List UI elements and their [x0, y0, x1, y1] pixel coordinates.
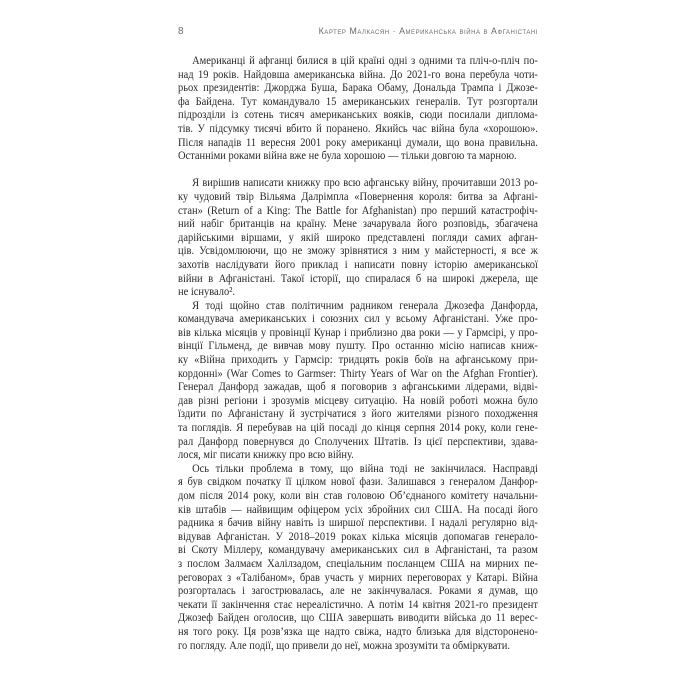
running-title: Картер Малкасян · Американська війна в Афганістані — [318, 26, 538, 36]
text-line: над 19 років. Найдовша американська війна. До 2021-го вона перебула чоти- — [178, 67, 538, 81]
text-line: розгорталась і загострювалась, але не закінчувалася. Роками я думав, що — [178, 584, 538, 598]
text-line: Я тоді щойно став політичним радником генерала Джозефа Данфорда, — [192, 298, 538, 312]
text-line: рьох президентів: Джорджа Буша, Барака Обаму, Дональда Трампа і Джозе- — [178, 81, 538, 95]
text-line: ців. Усвідомлюючи, що не зможу зрівнятися з ним у майстерності, я все ж — [178, 244, 538, 258]
text-line: кордонні» (War Comes to Garmser: Thirty Years of War on the Afghan Frontier). — [178, 366, 538, 380]
text-line: війни в Афганістані. Такої історії, що спиралася б на широкі джерела, ще — [178, 271, 538, 285]
text-line: ві Скоту Міллеру, командувачу американських сил в Афганістані, та разом — [178, 543, 538, 557]
paragraph — [178, 462, 538, 652]
text-line: го погляду. Але події, що привели до неї, можна зрозуміти та обміркувати. — [178, 638, 510, 652]
text-line: Останніми роками війна вже не була хорошою — тільки довгою та марною. — [178, 149, 517, 163]
page-number: 8 — [178, 26, 185, 37]
text-line: вінції Гільменд, де вивчав мову пушту. Про останню місію написав книж- — [178, 339, 538, 353]
page-text — [178, 54, 538, 652]
text-line: ків штабів — найвищим офіцером усіх збройних сил США. На посаді його — [178, 502, 538, 516]
paragraph — [178, 299, 538, 462]
text-line: не існувало². — [178, 285, 235, 299]
text-line: Я вирішив написати книжку про всю афганську війну, прочитавши 2013 ро- — [192, 176, 538, 190]
text-line: тів. У підсумку тисячі вбито й поранено. Якийсь час війна була «хорошою». — [178, 121, 538, 135]
text-line: Після нападів 11 вересня 2001 року американці думали, що вона правильна. — [178, 135, 538, 149]
text-line: вів кілька місяців у провінції Кунар і приблизно два роки — у Гармсірі, у про- — [178, 325, 538, 339]
text-line: лося, міг писати книжку про всю війну. — [178, 448, 354, 462]
text-line: чекати її закінчення стає нереалістично. А потім 14 квітня 2021-го президент — [178, 597, 538, 611]
text-line: радника я бачив війну навіть із ширшої перспективи. І надалі регулярно від- — [178, 516, 538, 530]
text-line: дом після 2014 року, коли він став головою Об’єднаного комітету начальни- — [178, 489, 538, 502]
text-line: рал Данфорд повернувся до Сполучених Штатів. Із цієї перспективи, здава- — [178, 434, 538, 448]
text-line: підрозділи із сотень тисяч американських вояків, сюди посилали диплома- — [178, 108, 538, 122]
text-line: фа Байдена. Тут командувало 15 американських генералів. Тут розгортали — [178, 94, 538, 108]
text-line: відував Афганістан. У 2018–2019 роках кілька місяців допомагав генерало- — [178, 529, 538, 543]
text-line: ку чудовий твір Вільяма Далрімпла «Повернення короля: битва за Афгані- — [178, 189, 538, 203]
text-line: Генерал Данфорд зажадав, щоб я поговорив з афганськими лідерами, відві- — [178, 380, 538, 394]
text-line: ня того року. Ця розв’язка ще надто свіжа, надто близька для відсторонено- — [178, 624, 538, 638]
paragraph — [178, 54, 538, 163]
text-line: Джозеф Байден оголосив, що США завершать виводити війська до 11 верес- — [178, 611, 538, 625]
text-line: я був свідком початку її цілком нової фази. Залишався з генералом Данфор- — [178, 475, 538, 489]
text-line: Американці й афганці билися в цій країні одні з одними та пліч-о-пліч по- — [192, 54, 538, 67]
text-line: дав різні регіони і зрозумів місцеву ситуацію. На новій роботі можна було — [178, 393, 538, 407]
text-line: реговорах з «Талібаном», брав участь у мирних переговорах у Катарі. Війна — [178, 570, 538, 584]
text-line: командувача американських і союзних сил у всьому Афганістані. Уже про- — [178, 312, 538, 326]
text-line: дарійськими віршами, у якій широко представлені погляди самих афган- — [178, 230, 538, 244]
text-line: їздити по Афганістану й зустрічатися з його жителями різного походження — [178, 407, 538, 421]
text-line: з послом Залмаєм Халілзадом, спеціальним посланцем США на мирних пе- — [178, 556, 538, 570]
text-line: стан» (Return of a King: The Battle for Afghanistan) про перший катастрофіч- — [178, 203, 538, 217]
text-line: та поглядів. Я перебував на цій посаді до кінця серпня 2014 року, коли гене- — [178, 421, 538, 435]
text-line: ку «Війна приходить у Гармсір: тридцять років боїв на афганському при- — [178, 353, 538, 367]
text-line: Ось тільки проблема в тому, що війна тоді не закінчилася. Насправді — [192, 461, 538, 475]
text-line: захотів наслідувати його приклад і написати повну історію американської — [178, 257, 538, 271]
page-header — [178, 26, 538, 37]
text-line: ний набіг британців на країну. Мене зачарувала його розповідь, збагачена — [178, 217, 538, 231]
paragraph — [178, 176, 538, 298]
